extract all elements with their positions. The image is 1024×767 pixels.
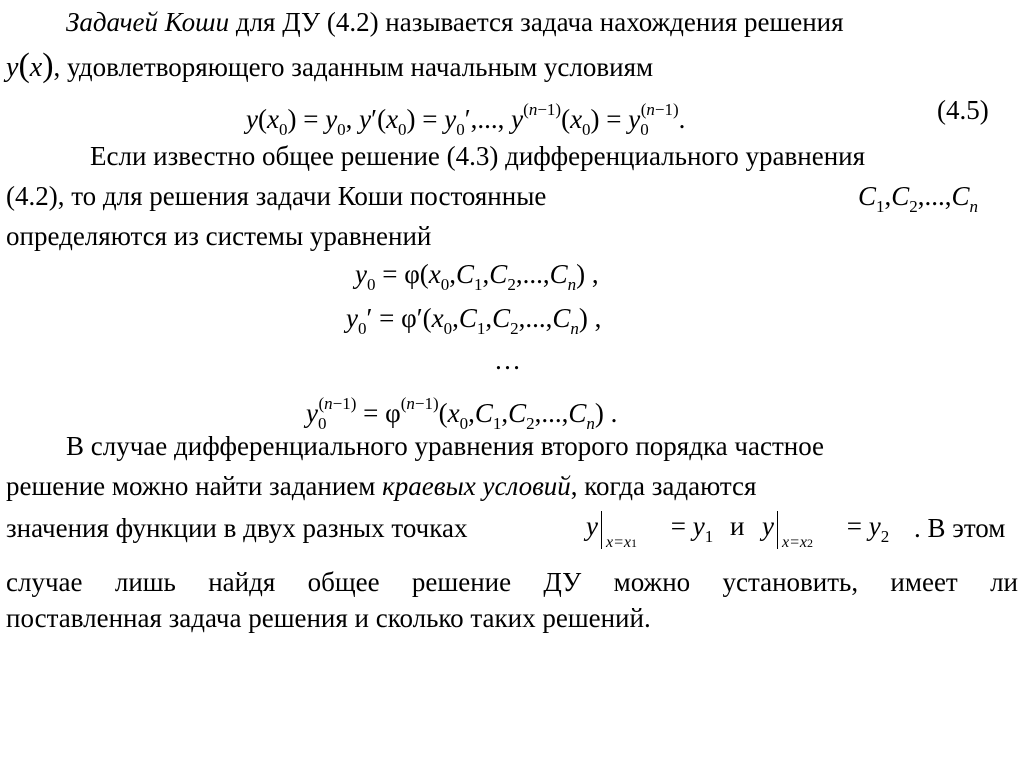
paragraph-2-text-2: (4.2), то для решения задачи Коши постоянные xyxy=(6,181,547,211)
paragraph-1-text: для ДУ (4.2) называется задача нахождения решения xyxy=(235,7,844,37)
term-boundary-conditions: краевых условий xyxy=(382,471,571,501)
paragraph-3-text-1: В случае дифференциального уравнения второго порядка частное xyxy=(66,431,825,461)
paragraph-2-line-1 xyxy=(90,140,1016,172)
paragraph-3-text-3b: . В этом xyxy=(914,513,1006,543)
paragraph-3-line-5 xyxy=(6,602,1018,634)
formula-boundary-2: y x=x2 = $y_2$ xyxy=(762,511,890,551)
system-dots: … xyxy=(494,345,521,375)
system-equation-2: $y_0' = \varphi'(x_0,C_1,C_2,...,C_n)$ , xyxy=(346,303,602,338)
paragraph-3-line-4 xyxy=(6,566,1018,598)
paragraph-3-text-2a: решение можно найти заданием xyxy=(6,471,376,501)
paragraph-1-line-1 xyxy=(66,6,1016,38)
paragraph-3-line-1 xyxy=(66,430,1016,462)
formula-constants: $C_1,C_2,...,C_n$ xyxy=(858,181,979,216)
paragraph-2-text-3: определяются из системы уравнений xyxy=(6,221,432,251)
paragraph-3-text-3a: значения функции в двух разных точках xyxy=(6,513,468,543)
paragraph-2-text-1: Если известно общее решение (4.3) дифференциального уравнения xyxy=(90,141,866,171)
paragraph-1-text-2: удовлетворяющего заданным начальным условиям xyxy=(67,52,654,82)
conjunction-and: и xyxy=(730,511,745,541)
equation-4-5: $y(x_0) = y_0$, $y'(x_0) = y_0'$,..., $y^{(n-1)}(x_0) = y_0^{(n-1)}$. xyxy=(246,100,686,139)
paragraph-3-text-2b: , когда задаются xyxy=(570,471,757,501)
paragraph-2-line-3 xyxy=(6,220,1018,252)
paragraph-3-text-4: случае лишь найдя общее решение ДУ можно установить, имеет ли xyxy=(6,567,1018,597)
paragraph-3-line-2 xyxy=(6,470,1018,502)
equation-number: (4.5) xyxy=(937,95,989,125)
paragraph-3-text-5: поставленная задача решения и сколько таких решений. xyxy=(6,603,651,633)
term-cauchy-problem: Задачей Коши xyxy=(66,7,230,37)
formula-y-of-x: y(x) xyxy=(6,47,54,84)
system-equation-1: $y_0 = \varphi(x_0,C_1,C_2,...,C_n)$ , xyxy=(355,259,599,294)
paragraph-1-line-2: y(x), удовлетворяющего заданным начальным условиям xyxy=(6,47,654,84)
system-equation-n: $y_0^{(n-1)} = \varphi^{(n-1)}(x_0,C_1,C_2,...,C_n)$ . xyxy=(306,394,618,433)
formula-boundary-1: y x=x1 = $y_1$ xyxy=(586,511,714,551)
